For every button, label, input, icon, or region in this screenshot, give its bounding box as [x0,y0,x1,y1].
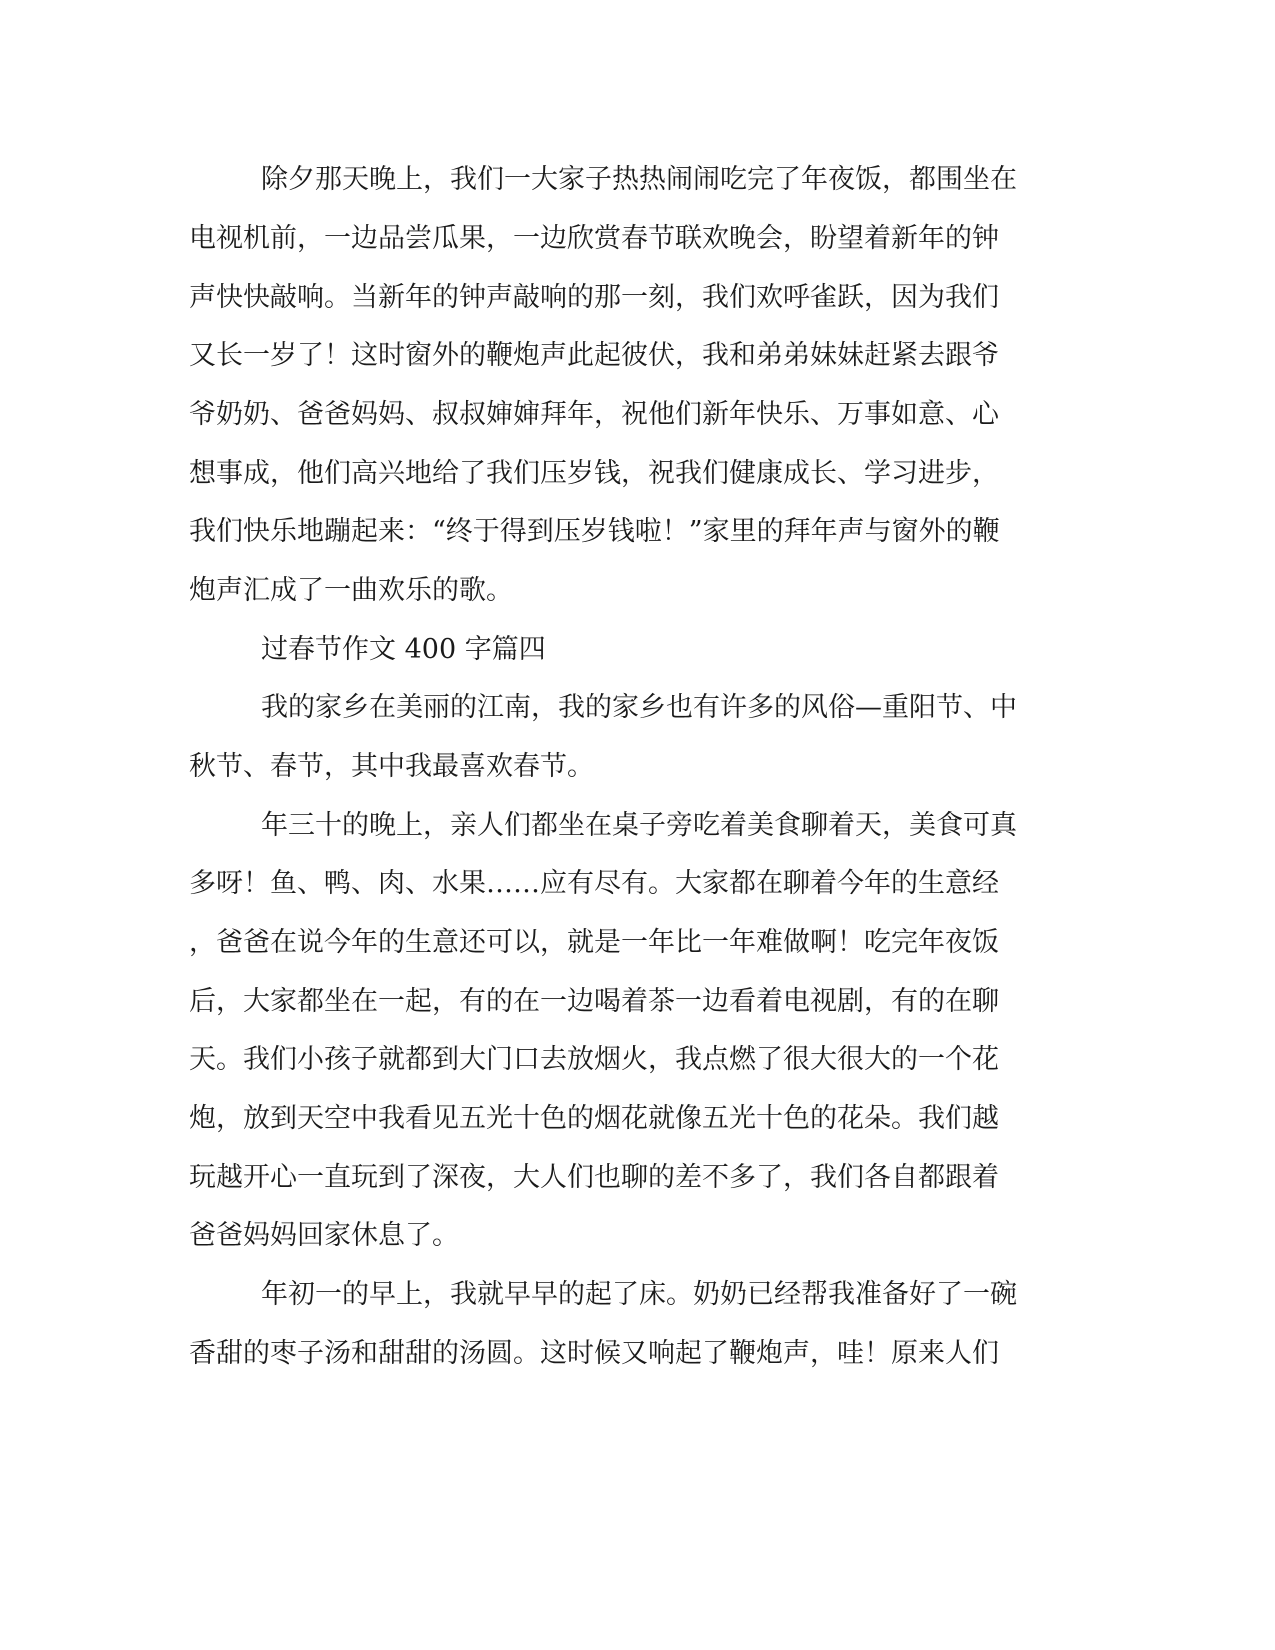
paragraph-line: 爸爸妈妈回家休息了。 [189,1220,459,1251]
section-heading: 过春节作文 400 字篇四 [261,634,546,665]
paragraph-line: 秋节、春节，其中我最喜欢春节。 [189,751,594,782]
paragraph-line: 我的家乡在美丽的江南，我的家乡也有许多的风俗—重阳节、中 [261,692,1017,723]
paragraph-line: 我们快乐地蹦起来：“终于得到压岁钱啦！”家里的拜年声与窗外的鞭 [189,516,1000,547]
paragraph-line: ，爸爸在说今年的生意还可以，就是一年比一年难做啊！吃完年夜饭 [189,927,999,958]
paragraph-line: 电视机前，一边品尝瓜果，一边欣赏春节联欢晚会，盼望着新年的钟 [189,223,999,254]
paragraph-line: 后，大家都坐在一起，有的在一边喝着茶一边看着电视剧，有的在聊 [189,986,999,1017]
paragraph-line: 香甜的枣子汤和甜甜的汤圆。这时候又响起了鞭炮声，哇！原来人们 [189,1338,999,1369]
paragraph-line: 声快快敲响。当新年的钟声敲响的那一刻，我们欢呼雀跃，因为我们 [189,282,999,313]
paragraph-line: 年三十的晚上，亲人们都坐在桌子旁吃着美食聊着天，美食可真 [261,810,1017,841]
paragraph-line: 又长一岁了！这时窗外的鞭炮声此起彼伏，我和弟弟妹妹赶紧去跟爷 [189,340,999,371]
paragraph-line: 除夕那天晚上，我们一大家子热热闹闹吃完了年夜饭，都围坐在 [261,164,1017,195]
paragraph-line: 爷奶奶、爸爸妈妈、叔叔婶婶拜年，祝他们新年快乐、万事如意、心 [189,399,999,430]
paragraph-line: 玩越开心一直玩到了深夜，大人们也聊的差不多了，我们各自都跟着 [189,1162,999,1193]
paragraph-line: 年初一的早上，我就早早的起了床。奶奶已经帮我准备好了一碗 [261,1279,1017,1310]
paragraph-line: 多呀！鱼、鸭、肉、水果……应有尽有。大家都在聊着今年的生意经 [189,868,999,899]
paragraph-line: 想事成，他们高兴地给了我们压岁钱，祝我们健康成长、学习进步， [189,458,999,489]
paragraph-line: 天。我们小孩子就都到大门口去放烟火，我点燃了很大很大的一个花 [189,1044,999,1075]
paragraph-line: 炮声汇成了一曲欢乐的歌。 [189,575,513,606]
paragraph-line: 炮，放到天空中我看见五光十色的烟花就像五光十色的花朵。我们越 [189,1103,999,1134]
